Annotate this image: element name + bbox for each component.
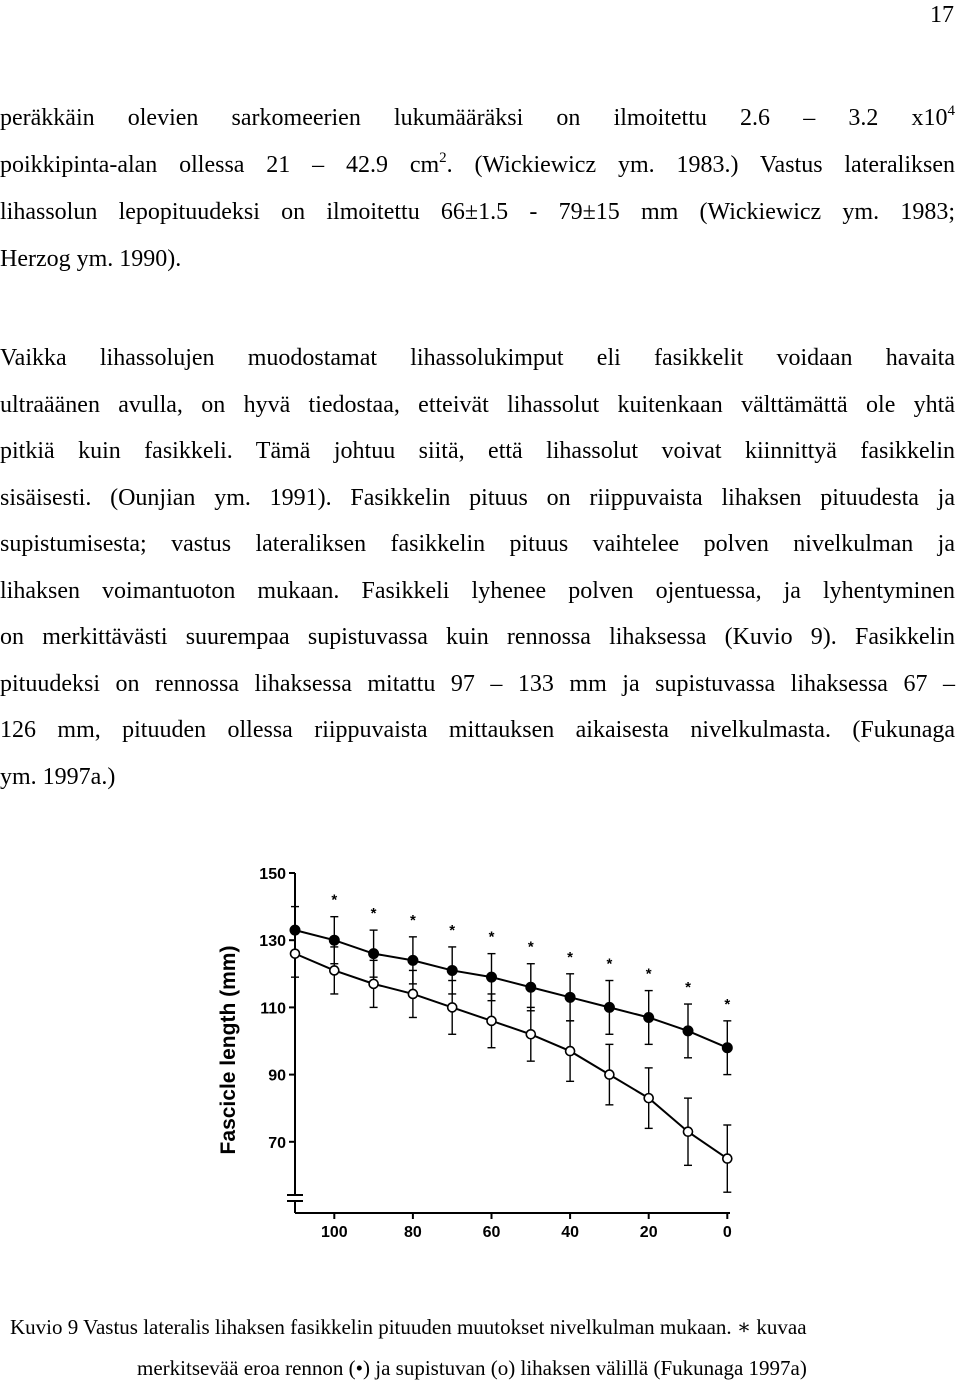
x-tick-label: 40 xyxy=(561,1224,579,1241)
paragraph-1-line-2-text-b: . (Wickiewicz ym. 1983.) Vastus lateraliksen xyxy=(446,152,955,178)
paragraph-2-line: ultraäänen avulla, on hyvä tiedostaa, etteivät lihassolut kuitenkaan välttämättä ole yhtä xyxy=(0,391,955,418)
x-tick-label: 80 xyxy=(404,1224,422,1241)
fascicle-length-chart xyxy=(195,855,775,1250)
x-tick-label: 100 xyxy=(320,1224,348,1241)
significance-star: * xyxy=(685,979,691,997)
data-point-open xyxy=(330,966,339,975)
data-point-filled xyxy=(565,992,575,1002)
paragraph-2-line: supistumisesta; vastus lateraliksen fasikkelin pituus vaihtelee polven nivelkulman ja xyxy=(0,531,955,557)
paragraph-2-line: 126 mm, pituuden ollessa riippuvaista mittauksen aikaisesta nivelkulmasta. (Fukunaga xyxy=(0,717,955,743)
data-point-open xyxy=(526,1030,535,1039)
paragraph-2-line: pituudeksi on rennossa lihaksessa mitattu 97 – 133 mm ja supistuvassa lihaksessa 67 – xyxy=(0,670,955,697)
data-point-open xyxy=(291,949,300,958)
y-tick-label: 150 xyxy=(259,866,286,883)
paragraph-2-line: ym. 1997a.) xyxy=(0,763,116,790)
y-tick-label: 70 xyxy=(268,1134,286,1152)
y-axis-label: Fascicle length (mm) xyxy=(217,945,240,1155)
paragraph-1 xyxy=(0,95,955,283)
series-line xyxy=(295,930,727,1048)
x-tick-label: 0 xyxy=(722,1224,732,1241)
data-point-filled xyxy=(487,972,497,982)
data-point-open xyxy=(644,1094,653,1103)
data-point-open xyxy=(408,989,417,998)
y-tick-label: 90 xyxy=(268,1067,286,1085)
filled-dot-glyph: • xyxy=(355,1356,364,1380)
chart-series xyxy=(290,907,732,1193)
data-point-filled xyxy=(408,955,418,965)
series-line xyxy=(295,954,727,1159)
paragraph-1-line-1-text: peräkkäin olevien sarkomeerien lukumääräksi on ilmoitettu 2.6 – 3.2 x10 xyxy=(0,105,948,131)
paragraph-1-line-2-text-a: poikkipinta-alan ollessa 21 – 42.9 cm xyxy=(0,152,440,178)
significance-star: * xyxy=(527,938,534,956)
x-tick-label: 60 xyxy=(482,1224,501,1241)
paragraph-1-line: Herzog ym. 1990). xyxy=(0,246,182,272)
data-point-open xyxy=(684,1127,693,1136)
data-point-filled xyxy=(526,982,536,992)
data-point-filled xyxy=(447,965,457,975)
chart-ticks xyxy=(259,866,732,1241)
figure-caption-line-2 xyxy=(0,1356,960,1381)
data-point-open xyxy=(487,1016,496,1025)
data-point-open xyxy=(566,1047,575,1056)
paragraph-2 xyxy=(0,335,955,800)
figure-caption-line-1: Kuvio 9 Vastus lateralis lihaksen fasikkelin pituuden muutokset nivelkulman mukaan. ∗ kuvaa xyxy=(10,1315,807,1339)
paragraph-2-line: pitkiä kuin fasikkeli. Tämä johtuu siitä, että lihassolut voivat kiinnittyä fasikkelin xyxy=(0,438,955,464)
data-point-filled xyxy=(644,1012,654,1022)
data-point-filled xyxy=(604,1002,614,1012)
data-point-open xyxy=(369,979,378,988)
page-number: 17 xyxy=(930,2,954,28)
significance-star: * xyxy=(409,911,416,929)
caption-text-b: ) ja supistuvan (o) lihaksen välillä (Fukunaga 1997a) xyxy=(363,1356,807,1380)
paragraph-2-line: Vaikka lihassolujen muodostamat lihassolukimput eli fasikkelit voidaan havaita xyxy=(0,345,955,371)
paragraph-1-line xyxy=(0,142,955,189)
y-tick-label: 110 xyxy=(260,1000,286,1018)
significance-star: * xyxy=(449,921,456,939)
paragraph-2-line: on merkittävästi suurempaa supistuvassa kuin rennossa lihaksessa (Kuvio 9). Fasikkelin xyxy=(0,624,955,650)
significance-star: * xyxy=(724,995,731,1013)
x-tick-label: 20 xyxy=(639,1224,658,1241)
superscript-exponent: 2 xyxy=(439,150,447,166)
significance-star: * xyxy=(606,955,613,973)
significance-star: * xyxy=(567,948,574,966)
data-point-filled xyxy=(369,949,379,959)
paragraph-2-line: sisäisesti. (Ounjian ym. 1991). Fasikkelin pituus on riippuvaista lihaksen pituudesta ja xyxy=(0,484,955,511)
data-point-open xyxy=(605,1070,614,1079)
chart-axes xyxy=(287,873,730,1213)
data-point-filled xyxy=(722,1043,732,1053)
data-point-filled xyxy=(683,1026,693,1036)
superscript-exponent: 4 xyxy=(947,103,955,119)
significance-star: * xyxy=(370,905,377,923)
significance-star: * xyxy=(488,928,495,946)
paragraph-1-line xyxy=(0,95,955,142)
significance-star: * xyxy=(331,891,338,909)
data-point-open xyxy=(723,1154,732,1163)
data-point-open xyxy=(448,1003,457,1012)
caption-text-a: merkitsevää eroa rennon ( xyxy=(137,1356,356,1380)
significance-star: * xyxy=(645,965,652,983)
paragraph-2-line: lihaksen voimantuoton mukaan. Fasikkeli lyhenee polven ojentuessa, ja lyhentyminen xyxy=(0,577,955,604)
paragraph-1-line: lihassolun lepopituudeksi on ilmoitettu 66±1.5 - 79±15 mm (Wickiewicz ym. 1983; xyxy=(0,199,955,225)
data-point-filled xyxy=(329,935,339,945)
y-tick-label: 130 xyxy=(259,933,286,951)
